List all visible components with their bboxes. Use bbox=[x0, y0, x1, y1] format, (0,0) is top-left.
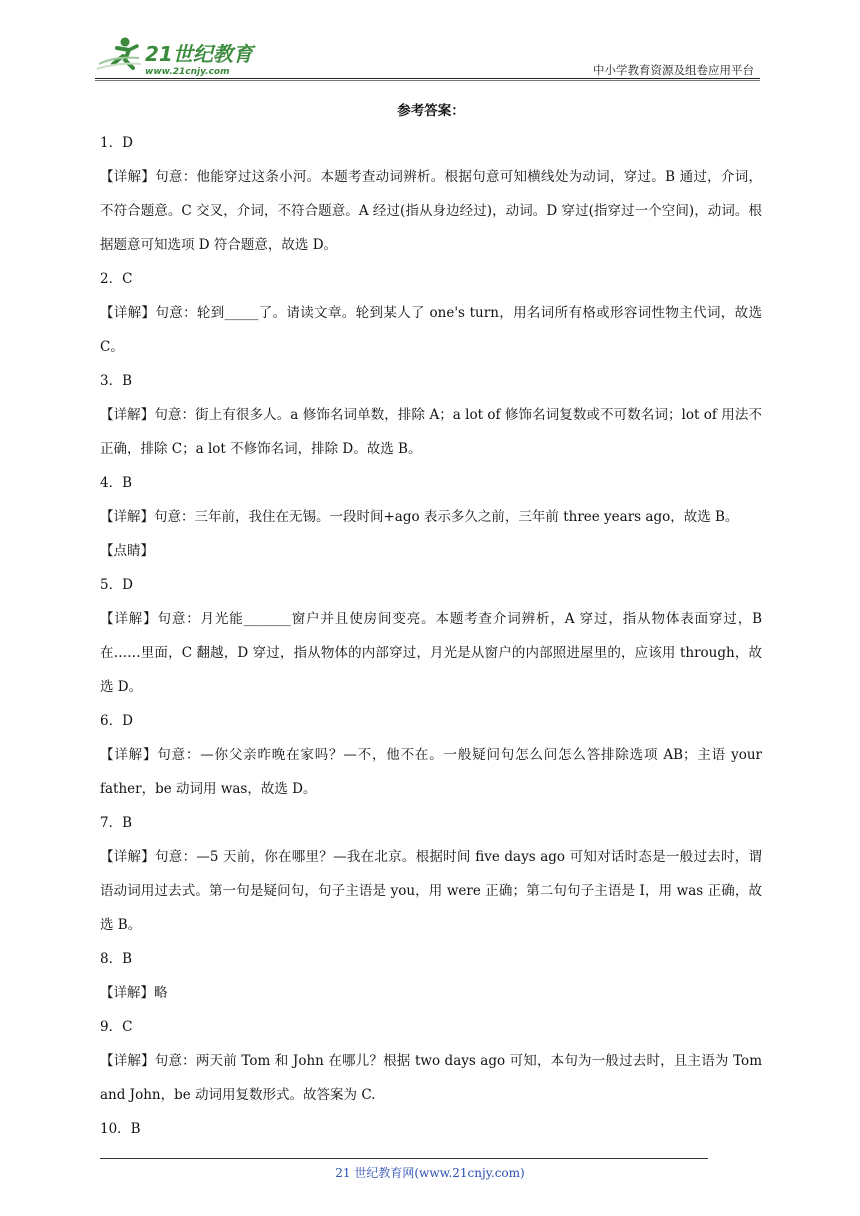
answer-explanation: 【详解】句意：轮到_____了。请读文章。轮到某人了 one's turn，用名词所有格或形容词性物主代词，故选 C。 bbox=[100, 305, 762, 355]
answer-item bbox=[100, 126, 762, 262]
site-logo bbox=[95, 34, 265, 78]
answer-number: 3．B bbox=[100, 373, 133, 389]
answer-title: 参考答案： bbox=[397, 103, 465, 119]
svg-text:www.21cnjy.com: www.21cnjy.com bbox=[145, 67, 230, 77]
answer-item bbox=[100, 1010, 762, 1112]
answer-item bbox=[100, 1112, 762, 1146]
header-divider-thin bbox=[95, 80, 760, 81]
answer-note: 【点睛】 bbox=[100, 543, 154, 559]
answer-explanation: 【详解】句意：两天前 Tom 和 John 在哪儿？根据 two days ago 可知，本句为一般过去时，且主语为 Tom and John，be 动词用复数形式。故答案为 C. bbox=[100, 1053, 762, 1103]
answer-number: 2．C bbox=[100, 271, 133, 287]
answer-explanation: 【详解】句意：—你父亲昨晚在家吗？—不，他不在。一般疑问句怎么问怎么答排除选项 AB；主语 your father，be 动词用 was，故选 D。 bbox=[100, 747, 762, 797]
answer-explanation: 【详解】句意：他能穿过这条小河。本题考查动词辨析。根据句意可知横线处为动词，穿过。B 通过，介词，不符合题意。C 交叉，介词，不符合题意。A 经过(指从身边经过)，动词。D 穿过(指穿过一个空间)，动词。根据题意可知选项 D 符合题意，故选 D。 bbox=[100, 169, 762, 253]
answer-number: 8．B bbox=[100, 951, 133, 967]
svg-text:21世纪教育: 21世纪教育 bbox=[145, 42, 253, 66]
answer-number: 6．D bbox=[100, 713, 133, 729]
answer-item bbox=[100, 262, 762, 364]
answer-item bbox=[100, 466, 762, 568]
answer-number: 7．B bbox=[100, 815, 133, 831]
answer-number: 9．C bbox=[100, 1019, 133, 1035]
header-divider bbox=[95, 78, 760, 79]
answer-explanation: 【详解】句意：三年前，我住在无锡。一段时间+ago 表示多久之前，三年前 three years ago，故选 B。 bbox=[100, 509, 739, 525]
answer-explanation: 【详解】句意：街上有很多人。a 修饰名词单数，排除 A；a lot of 修饰名词复数或不可数名词；lot of 用法不正确，排除 C；a lot 不修饰名词，排除 D。故选 B。 bbox=[100, 407, 762, 457]
answer-item bbox=[100, 568, 762, 704]
footer-link[interactable]: 21 世纪教育网(www.21cnjy.com) bbox=[335, 1166, 525, 1180]
answer-explanation: 【详解】句意：—5 天前，你在哪里？—我在北京。根据时间 five days ago 可知对话时态是一般过去时，谓语动词用过去式。第一句是疑问句，句子主语是 you，用 were 正确；第二句句子主语是 I，用 was 正确，故选 B。 bbox=[100, 849, 762, 933]
answer-explanation: 【详解】句意：月光能_______窗户并且使房间变亮。本题考查介词辨析，A 穿过，指从物体表面穿过，B 在……里面，C 翻越，D 穿过，指从物体的内部穿过，月光是从窗户的内部照进屋里的，应该用 through，故选 D。 bbox=[100, 611, 762, 695]
answer-item bbox=[100, 806, 762, 942]
answer-item bbox=[100, 942, 762, 1010]
answer-number: 1．D bbox=[100, 135, 133, 151]
answer-number: 10．B bbox=[100, 1121, 141, 1137]
answer-item bbox=[100, 364, 762, 466]
answer-number: 4．B bbox=[100, 475, 133, 491]
answer-document bbox=[100, 96, 762, 1146]
answer-explanation: 【详解】略 bbox=[100, 985, 168, 1001]
answer-item bbox=[100, 704, 762, 806]
footer-divider bbox=[100, 1158, 708, 1159]
platform-name: 中小学教育资源及组卷应用平台 bbox=[593, 63, 754, 77]
answer-list bbox=[100, 126, 762, 1146]
answer-number: 5．D bbox=[100, 577, 133, 593]
page-header bbox=[95, 28, 760, 80]
